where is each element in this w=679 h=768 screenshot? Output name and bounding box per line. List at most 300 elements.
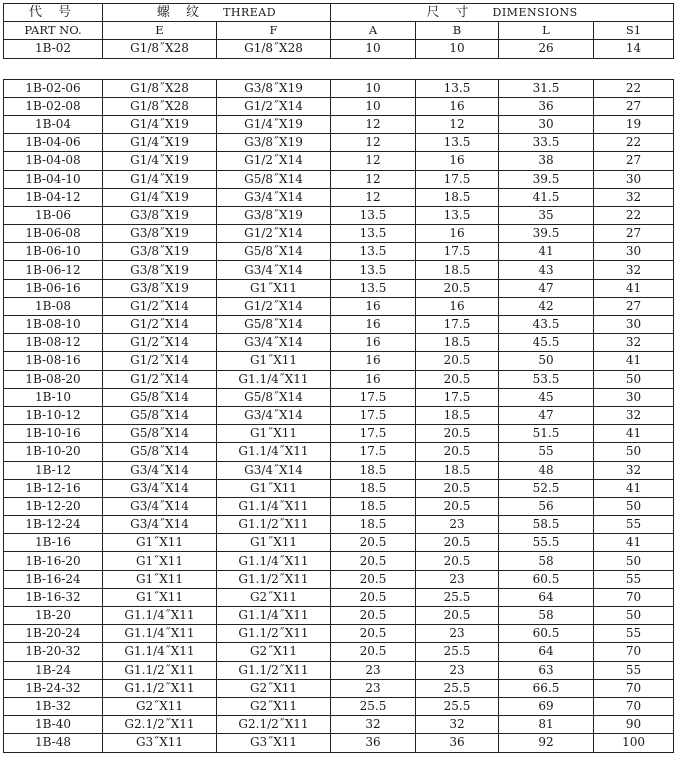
dim-a-cell: 17.5: [331, 388, 416, 406]
thread-e-cell: G3˝X11: [103, 734, 217, 752]
dim-a-cell: 16: [331, 370, 416, 388]
dim-a-cell: 12: [331, 170, 416, 188]
table-row: [4, 734, 674, 752]
thread-e-cell: G1/8˝X28: [103, 40, 217, 58]
dim-a-cell: 12: [331, 152, 416, 170]
thread-f-cell: G3/8˝X19: [217, 134, 331, 152]
dim-s1-cell: 50: [594, 497, 674, 515]
dim-b-cell: 20.5: [416, 352, 499, 370]
dim-l-cell: 92: [499, 734, 594, 752]
dim-s1-cell: 50: [594, 552, 674, 570]
thread-e-cell: G3/4˝X14: [103, 497, 217, 515]
dim-b-cell: 20.5: [416, 497, 499, 515]
thread-e-cell: G1.1/4˝X11: [103, 607, 217, 625]
dim-l-cell: 48: [499, 461, 594, 479]
thread-f-cell: G1/8˝X28: [217, 40, 331, 58]
thread-e-cell: G1/2˝X14: [103, 352, 217, 370]
dim-a-cell: 17.5: [331, 425, 416, 443]
part-no-cell: 1B-48: [4, 734, 103, 752]
part-no-cell: 1B-16-20: [4, 552, 103, 570]
dim-l-cell: 55: [499, 443, 594, 461]
part-no-cell: 1B-04-08: [4, 152, 103, 170]
dim-l-cell: 45: [499, 388, 594, 406]
dim-l-cell: 35: [499, 206, 594, 224]
part-no-cell: 1B-02-08: [4, 97, 103, 115]
table-row: [4, 461, 674, 479]
dim-b-cell: 36: [416, 734, 499, 752]
dim-a-cell: 32: [331, 716, 416, 734]
table-body: [4, 40, 674, 752]
dim-a-cell: 10: [331, 40, 416, 58]
part-no-cell: 1B-24-32: [4, 679, 103, 697]
table-row: [4, 534, 674, 552]
thread-f-cell: G1˝X11: [217, 352, 331, 370]
thread-e-cell: G1/4˝X19: [103, 170, 217, 188]
part-no-cell: 1B-06-16: [4, 279, 103, 297]
thread-e-cell: G5/8˝X14: [103, 443, 217, 461]
dim-b-cell: 17.5: [416, 388, 499, 406]
dim-a-cell: 18.5: [331, 479, 416, 497]
col-s1-header: S1: [594, 22, 674, 40]
thread-f-cell: G3/4˝X14: [217, 188, 331, 206]
dim-a-cell: 16: [331, 352, 416, 370]
dim-s1-cell: 32: [594, 406, 674, 424]
thread-f-cell: G1˝X11: [217, 479, 331, 497]
dim-b-cell: 23: [416, 516, 499, 534]
thread-f-cell: G1.1/2˝X11: [217, 625, 331, 643]
dim-s1-cell: 70: [594, 643, 674, 661]
dim-l-cell: 36: [499, 97, 594, 115]
thread-e-cell: G5/8˝X14: [103, 425, 217, 443]
table-row: [4, 225, 674, 243]
part-no-cell: 1B-10: [4, 388, 103, 406]
code-header-cn: 代 号: [4, 4, 103, 22]
dim-s1-cell: 50: [594, 607, 674, 625]
part-no-cell: 1B-12: [4, 461, 103, 479]
table-row: [4, 479, 674, 497]
thread-header-cn: 螺 纹: [156, 5, 206, 21]
thread-e-cell: G3/8˝X19: [103, 279, 217, 297]
dim-l-cell: 58: [499, 607, 594, 625]
col-e-header: E: [103, 22, 217, 40]
thread-e-cell: G3/8˝X19: [103, 225, 217, 243]
thread-e-cell: G1/2˝X14: [103, 297, 217, 315]
dim-s1-cell: 27: [594, 152, 674, 170]
dim-a-cell: 13.5: [331, 261, 416, 279]
dim-l-cell: 64: [499, 588, 594, 606]
thread-f-cell: G3/4˝X14: [217, 261, 331, 279]
part-no-cell: 1B-06-12: [4, 261, 103, 279]
part-no-cell: 1B-10-16: [4, 425, 103, 443]
table-row: [4, 570, 674, 588]
thread-e-cell: G3/8˝X19: [103, 243, 217, 261]
dim-b-cell: 18.5: [416, 406, 499, 424]
thread-e-cell: G1˝X11: [103, 570, 217, 588]
thread-f-cell: G1.1/4˝X11: [217, 607, 331, 625]
header-row-1: [4, 4, 674, 22]
dimensions-table-sheet: [3, 3, 673, 753]
thread-e-cell: G2˝X11: [103, 697, 217, 715]
dim-a-cell: 18.5: [331, 461, 416, 479]
dim-b-cell: 20.5: [416, 607, 499, 625]
dim-b-cell: 17.5: [416, 243, 499, 261]
dim-s1-cell: 90: [594, 716, 674, 734]
thread-f-cell: G3/8˝X19: [217, 79, 331, 97]
dim-b-cell: 20.5: [416, 534, 499, 552]
dim-s1-cell: 70: [594, 588, 674, 606]
table-row: [4, 406, 674, 424]
thread-header: [103, 4, 331, 22]
table-row: [4, 625, 674, 643]
part-no-cell: 1B-04-10: [4, 170, 103, 188]
part-no-cell: 1B-20-32: [4, 643, 103, 661]
thread-e-cell: G1.1/4˝X11: [103, 625, 217, 643]
dim-b-cell: 20.5: [416, 370, 499, 388]
dim-b-cell: 25.5: [416, 643, 499, 661]
thread-f-cell: G1.1/2˝X11: [217, 661, 331, 679]
dimensions-header-cn: 尺 寸: [426, 5, 475, 21]
part-no-cell: 1B-02-06: [4, 79, 103, 97]
dim-s1-cell: 100: [594, 734, 674, 752]
dim-b-cell: 25.5: [416, 588, 499, 606]
dim-a-cell: 20.5: [331, 625, 416, 643]
table-row: [4, 243, 674, 261]
dim-l-cell: 43.5: [499, 316, 594, 334]
part-no-cell: 1B-40: [4, 716, 103, 734]
part-no-cell: 1B-04: [4, 115, 103, 133]
table-row: [4, 316, 674, 334]
dim-s1-cell: 22: [594, 79, 674, 97]
thread-f-cell: G1/2˝X14: [217, 225, 331, 243]
dim-l-cell: 58: [499, 552, 594, 570]
thread-f-cell: G1.1/2˝X11: [217, 516, 331, 534]
dim-s1-cell: 19: [594, 115, 674, 133]
dim-s1-cell: 22: [594, 134, 674, 152]
thread-f-cell: G3/4˝X14: [217, 334, 331, 352]
dim-a-cell: 13.5: [331, 243, 416, 261]
dim-l-cell: 38: [499, 152, 594, 170]
dim-b-cell: 16: [416, 152, 499, 170]
dim-b-cell: 20.5: [416, 443, 499, 461]
table-row: [4, 516, 674, 534]
dim-a-cell: 20.5: [331, 643, 416, 661]
thread-f-cell: G5/8˝X14: [217, 243, 331, 261]
dim-l-cell: 58.5: [499, 516, 594, 534]
part-no-cell: 1B-08-16: [4, 352, 103, 370]
dim-b-cell: 16: [416, 97, 499, 115]
thread-f-cell: G2˝X11: [217, 588, 331, 606]
dim-l-cell: 26: [499, 40, 594, 58]
dim-s1-cell: 32: [594, 188, 674, 206]
dim-l-cell: 47: [499, 279, 594, 297]
part-no-cell: 1B-32: [4, 697, 103, 715]
table-row: [4, 370, 674, 388]
table-row: [4, 170, 674, 188]
dim-s1-cell: 27: [594, 97, 674, 115]
table-row: [4, 588, 674, 606]
dim-l-cell: 60.5: [499, 625, 594, 643]
dim-b-cell: 17.5: [416, 170, 499, 188]
table-row: [4, 352, 674, 370]
thread-f-cell: G1.1/4˝X11: [217, 370, 331, 388]
thread-e-cell: G1/4˝X19: [103, 188, 217, 206]
thread-e-cell: G1/4˝X19: [103, 115, 217, 133]
part-no-cell: 1B-04-12: [4, 188, 103, 206]
part-no-cell: 1B-16: [4, 534, 103, 552]
part-no-cell: 1B-04-06: [4, 134, 103, 152]
part-no-cell: 1B-02: [4, 40, 103, 58]
dim-a-cell: 12: [331, 134, 416, 152]
dim-s1-cell: 32: [594, 334, 674, 352]
dim-s1-cell: 70: [594, 679, 674, 697]
dim-b-cell: 18.5: [416, 334, 499, 352]
dim-a-cell: 16: [331, 334, 416, 352]
thread-e-cell: G2.1/2˝X11: [103, 716, 217, 734]
dim-l-cell: 60.5: [499, 570, 594, 588]
thread-e-cell: G1˝X11: [103, 588, 217, 606]
table-row: [4, 40, 674, 58]
dim-s1-cell: 41: [594, 479, 674, 497]
table-row: [4, 261, 674, 279]
dimensions-header: [331, 4, 674, 22]
thread-f-cell: G1.1/4˝X11: [217, 552, 331, 570]
dim-a-cell: 23: [331, 679, 416, 697]
thread-f-cell: G3˝X11: [217, 734, 331, 752]
dim-l-cell: 41: [499, 243, 594, 261]
dim-l-cell: 81: [499, 716, 594, 734]
dim-s1-cell: 55: [594, 516, 674, 534]
thread-e-cell: G1/2˝X14: [103, 370, 217, 388]
dim-s1-cell: 30: [594, 243, 674, 261]
table-row: [4, 679, 674, 697]
thread-e-cell: G1.1/2˝X11: [103, 679, 217, 697]
part-no-cell: 1B-20: [4, 607, 103, 625]
table-row: [4, 206, 674, 224]
dim-s1-cell: 55: [594, 661, 674, 679]
table-row: [4, 188, 674, 206]
thread-f-cell: G3/4˝X14: [217, 406, 331, 424]
table-row: [4, 552, 674, 570]
dim-b-cell: 13.5: [416, 206, 499, 224]
dim-s1-cell: 30: [594, 170, 674, 188]
dim-b-cell: 25.5: [416, 697, 499, 715]
dim-a-cell: 20.5: [331, 607, 416, 625]
part-no-cell: 1B-08-10: [4, 316, 103, 334]
table-row: [4, 643, 674, 661]
dim-a-cell: 12: [331, 188, 416, 206]
dim-l-cell: 41.5: [499, 188, 594, 206]
part-no-cell: 1B-08: [4, 297, 103, 315]
blank-strip: [4, 58, 674, 79]
thread-header-en: THREAD: [223, 6, 277, 20]
dim-l-cell: 33.5: [499, 134, 594, 152]
dim-s1-cell: 32: [594, 461, 674, 479]
dim-a-cell: 10: [331, 79, 416, 97]
col-a-header: A: [331, 22, 416, 40]
thread-e-cell: G5/8˝X14: [103, 406, 217, 424]
dim-b-cell: 23: [416, 661, 499, 679]
thread-f-cell: G1.1/4˝X11: [217, 443, 331, 461]
dim-a-cell: 20.5: [331, 534, 416, 552]
dim-l-cell: 39.5: [499, 225, 594, 243]
dim-s1-cell: 22: [594, 206, 674, 224]
part-no-cell: 1B-06: [4, 206, 103, 224]
table-row: [4, 97, 674, 115]
dim-b-cell: 16: [416, 297, 499, 315]
dim-a-cell: 18.5: [331, 497, 416, 515]
dim-l-cell: 69: [499, 697, 594, 715]
dim-s1-cell: 27: [594, 225, 674, 243]
dim-b-cell: 20.5: [416, 552, 499, 570]
dim-s1-cell: 70: [594, 697, 674, 715]
dim-b-cell: 18.5: [416, 261, 499, 279]
table-row: [4, 443, 674, 461]
dim-l-cell: 64: [499, 643, 594, 661]
dim-a-cell: 17.5: [331, 406, 416, 424]
thread-f-cell: G1˝X11: [217, 534, 331, 552]
dim-s1-cell: 30: [594, 316, 674, 334]
dim-b-cell: 23: [416, 570, 499, 588]
thread-f-cell: G2.1/2˝X11: [217, 716, 331, 734]
dim-b-cell: 23: [416, 625, 499, 643]
dim-s1-cell: 14: [594, 40, 674, 58]
thread-f-cell: G3/8˝X19: [217, 206, 331, 224]
part-no-cell: 1B-08-20: [4, 370, 103, 388]
table-row: [4, 425, 674, 443]
part-no-cell: 1B-16-32: [4, 588, 103, 606]
part-no-cell: 1B-16-24: [4, 570, 103, 588]
dim-l-cell: 30: [499, 115, 594, 133]
dim-l-cell: 53.5: [499, 370, 594, 388]
dim-b-cell: 20.5: [416, 425, 499, 443]
col-b-header: B: [416, 22, 499, 40]
part-no-cell: 1B-12-16: [4, 479, 103, 497]
col-f-header: F: [217, 22, 331, 40]
thread-e-cell: G1/8˝X28: [103, 97, 217, 115]
thread-e-cell: G3/4˝X14: [103, 479, 217, 497]
thread-f-cell: G1˝X11: [217, 279, 331, 297]
dim-a-cell: 20.5: [331, 552, 416, 570]
dim-l-cell: 39.5: [499, 170, 594, 188]
dim-l-cell: 66.5: [499, 679, 594, 697]
table-row: [4, 79, 674, 97]
dim-l-cell: 31.5: [499, 79, 594, 97]
dim-l-cell: 43: [499, 261, 594, 279]
dim-a-cell: 12: [331, 115, 416, 133]
dim-a-cell: 36: [331, 734, 416, 752]
thread-f-cell: G1.1/4˝X11: [217, 497, 331, 515]
part-no-cell: 1B-08-12: [4, 334, 103, 352]
thread-f-cell: G1/4˝X19: [217, 115, 331, 133]
dim-b-cell: 20.5: [416, 279, 499, 297]
dim-l-cell: 56: [499, 497, 594, 515]
table-row: [4, 134, 674, 152]
thread-f-cell: G1/2˝X14: [217, 97, 331, 115]
thread-e-cell: G1.1/4˝X11: [103, 643, 217, 661]
dim-b-cell: 10: [416, 40, 499, 58]
thread-f-cell: G5/8˝X14: [217, 388, 331, 406]
dim-s1-cell: 50: [594, 370, 674, 388]
dim-a-cell: 13.5: [331, 279, 416, 297]
dim-b-cell: 13.5: [416, 79, 499, 97]
part-no-cell: 1B-10-20: [4, 443, 103, 461]
dim-s1-cell: 41: [594, 279, 674, 297]
thread-e-cell: G3/8˝X19: [103, 206, 217, 224]
dim-l-cell: 42: [499, 297, 594, 315]
thread-e-cell: G3/4˝X14: [103, 516, 217, 534]
table-row: [4, 297, 674, 315]
part-no-cell: 1B-12-20: [4, 497, 103, 515]
dim-b-cell: 16: [416, 225, 499, 243]
dim-b-cell: 18.5: [416, 461, 499, 479]
dim-b-cell: 25.5: [416, 679, 499, 697]
thread-e-cell: G3/4˝X14: [103, 461, 217, 479]
dim-l-cell: 63: [499, 661, 594, 679]
dim-l-cell: 51.5: [499, 425, 594, 443]
table-row: [4, 152, 674, 170]
dim-l-cell: 47: [499, 406, 594, 424]
dim-a-cell: 17.5: [331, 443, 416, 461]
dim-l-cell: 45.5: [499, 334, 594, 352]
dim-l-cell: 50: [499, 352, 594, 370]
table-row: [4, 607, 674, 625]
table-row: [4, 661, 674, 679]
thread-f-cell: G1˝X11: [217, 425, 331, 443]
part-no-cell: 1B-20-24: [4, 625, 103, 643]
dim-s1-cell: 41: [594, 425, 674, 443]
thread-e-cell: G1˝X11: [103, 552, 217, 570]
dim-b-cell: 18.5: [416, 188, 499, 206]
part-no-cell: 1B-24: [4, 661, 103, 679]
table-row: [4, 115, 674, 133]
table-row: [4, 388, 674, 406]
dim-a-cell: 16: [331, 316, 416, 334]
dim-s1-cell: 27: [594, 297, 674, 315]
dim-a-cell: 23: [331, 661, 416, 679]
part-no-cell: 1B-10-12: [4, 406, 103, 424]
dim-l-cell: 52.5: [499, 479, 594, 497]
thread-e-cell: G1/8˝X28: [103, 79, 217, 97]
dim-s1-cell: 55: [594, 625, 674, 643]
thread-e-cell: G1.1/2˝X11: [103, 661, 217, 679]
dim-s1-cell: 41: [594, 534, 674, 552]
dim-s1-cell: 50: [594, 443, 674, 461]
table-row: [4, 334, 674, 352]
thread-f-cell: G2˝X11: [217, 679, 331, 697]
table-row: [4, 697, 674, 715]
dim-a-cell: 13.5: [331, 206, 416, 224]
dim-s1-cell: 55: [594, 570, 674, 588]
dim-a-cell: 20.5: [331, 570, 416, 588]
thread-f-cell: G3/4˝X14: [217, 461, 331, 479]
thread-f-cell: G1/2˝X14: [217, 297, 331, 315]
thread-f-cell: G1/2˝X14: [217, 152, 331, 170]
dim-a-cell: 16: [331, 297, 416, 315]
blank-strip-cell: [4, 58, 674, 79]
dim-a-cell: 13.5: [331, 225, 416, 243]
dim-a-cell: 10: [331, 97, 416, 115]
thread-e-cell: G1/2˝X14: [103, 316, 217, 334]
table-row: [4, 497, 674, 515]
thread-e-cell: G5/8˝X14: [103, 388, 217, 406]
dim-a-cell: 20.5: [331, 588, 416, 606]
dim-a-cell: 25.5: [331, 697, 416, 715]
header-row-2: [4, 22, 674, 40]
thread-e-cell: G1/2˝X14: [103, 334, 217, 352]
dim-s1-cell: 32: [594, 261, 674, 279]
thread-e-cell: G1/4˝X19: [103, 152, 217, 170]
dim-b-cell: 12: [416, 115, 499, 133]
